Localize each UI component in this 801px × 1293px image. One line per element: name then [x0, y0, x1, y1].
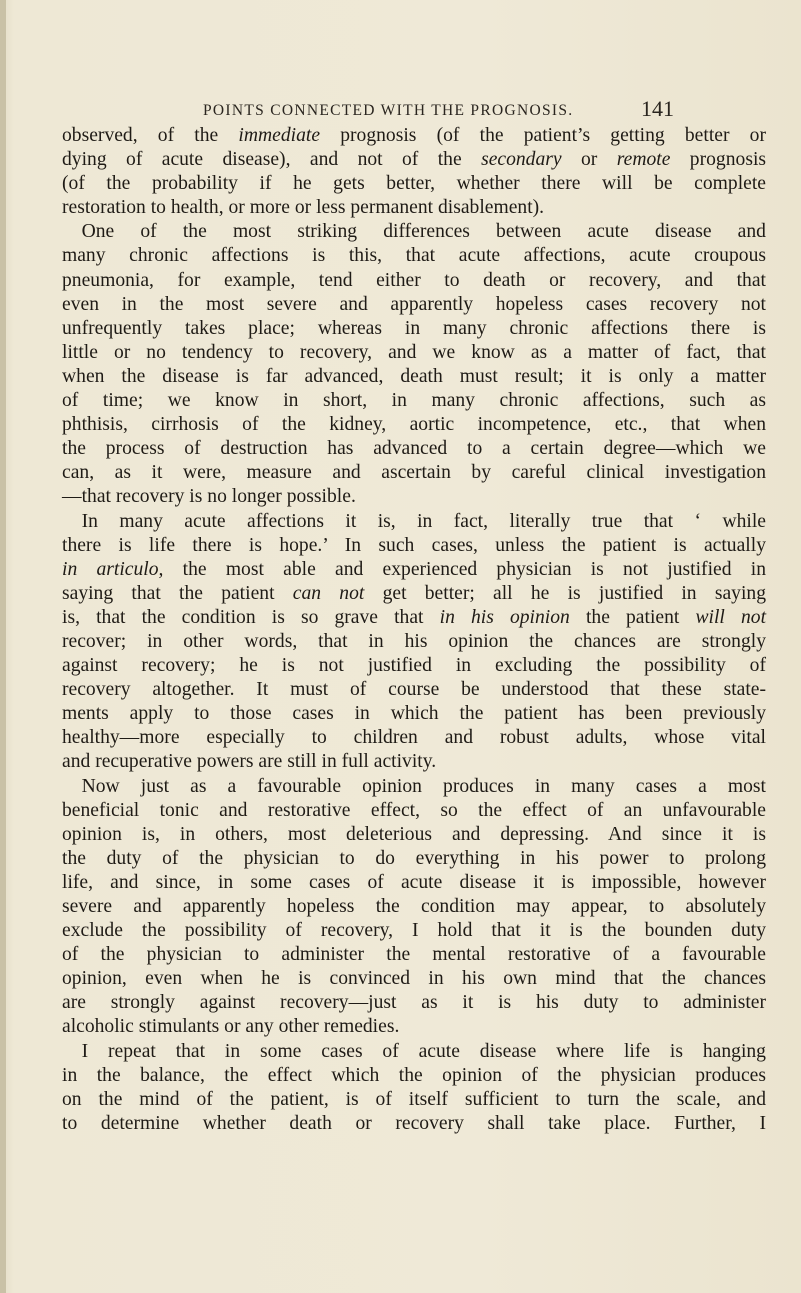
text-line	[62, 823, 766, 847]
italic-text: in articulo,	[62, 558, 164, 580]
text-segment: on the mind of the patient, is of itself sufficient to turn the scale, and	[62, 1088, 766, 1110]
text-segment: the process of destruction has advanced to a certain degree—which we	[62, 438, 766, 460]
text-segment: recover; in other words, that in his opinion the chances are strongly	[62, 630, 766, 652]
text-segment: unfrequently takes place; whereas in many chronic affections there is	[62, 317, 766, 339]
text-segment: ments apply to those cases in which the patient has been previously	[62, 703, 766, 725]
text-segment: and recuperative powers are still in full activity.	[62, 751, 437, 773]
text-line	[62, 582, 766, 606]
text-line	[62, 341, 766, 365]
text-segment: the duty of the physician to do everything in his power to prolong	[62, 847, 766, 869]
page-number: 141	[641, 96, 674, 121]
body-text	[62, 124, 766, 1136]
text-segment: One of the most striking differences between acute disease and	[81, 221, 766, 243]
text-line	[62, 534, 766, 558]
text-segment: pneumonia, for example, tend either to death or recovery, and that	[62, 269, 766, 291]
text-segment: when the disease is far advanced, death must result; it is only a matter	[62, 365, 766, 387]
text-line	[62, 172, 766, 196]
text-line	[62, 196, 766, 220]
text-segment: prognosis (of the patient’s getting better or	[320, 125, 766, 146]
italic-text: in his opinion	[439, 606, 570, 628]
italic-text: will not	[695, 606, 767, 628]
text-segment: In many acute affections it is, in fact, literally true that ‘ while	[81, 510, 766, 532]
text-segment: the most able and experienced physician is not justified in	[163, 558, 766, 580]
text-line	[62, 365, 766, 389]
text-segment: prognosis	[670, 149, 767, 171]
text-segment: alcoholic stimulants or any other remedies.	[62, 1016, 400, 1038]
page-spine-shadow	[0, 0, 6, 1293]
text-line	[62, 437, 766, 461]
text-line	[62, 775, 766, 799]
italic-text: immediate	[238, 125, 321, 146]
text-line	[62, 1040, 766, 1064]
text-line	[62, 847, 766, 871]
text-line	[62, 558, 766, 582]
text-segment: get better; all he is justified in saying	[364, 582, 767, 604]
text-segment: healthy—more especially to children and robust adults, whose vital	[62, 727, 766, 749]
text-line	[62, 461, 766, 485]
text-line	[62, 630, 766, 654]
text-line	[62, 413, 766, 437]
text-segment: are strongly against recovery—just as it is his duty to administer	[62, 992, 766, 1014]
text-segment: many chronic affections is this, that acute affections, acute croupous	[62, 245, 766, 267]
text-line	[62, 269, 766, 293]
running-head: POINTS CONNECTED WITH THE PROGNOSIS.	[203, 102, 574, 119]
text-line	[62, 726, 766, 750]
italic-text: can not	[292, 582, 365, 604]
text-line	[62, 967, 766, 991]
text-segment: dying of acute disease), and not of the	[62, 149, 482, 171]
text-line	[62, 702, 766, 726]
text-line	[62, 1112, 766, 1136]
text-segment: recovery altogether. It must of course be understood that these state-	[62, 679, 766, 701]
text-segment: opinion, even when he is convinced in his own mind that the chances	[62, 968, 766, 990]
text-line	[62, 244, 766, 268]
text-line	[62, 220, 766, 244]
text-line	[62, 293, 766, 317]
text-line	[62, 871, 766, 895]
italic-text: secondary	[481, 149, 562, 171]
text-line	[62, 510, 766, 534]
text-segment: to determine whether death or recovery shall take place. Further, I	[62, 1112, 766, 1134]
text-line	[62, 943, 766, 967]
text-segment: beneficial tonic and restorative effect, so the effect of an unfavourable	[62, 799, 766, 821]
text-line	[62, 1088, 766, 1112]
text-segment: I repeat that in some cases of acute disease where life is hanging	[81, 1040, 766, 1062]
text-line	[62, 317, 766, 341]
text-segment: even in the most severe and apparently hopeless cases recovery not	[62, 293, 766, 315]
text-segment: opinion is, in others, most deleterious and depressing. And since it is	[62, 823, 766, 845]
text-segment: is, that the condition is so grave that	[62, 606, 440, 628]
text-segment: life, and since, in some cases of acute disease it is impossible, however	[62, 871, 766, 893]
text-line	[62, 991, 766, 1015]
text-line	[62, 895, 766, 919]
page-header	[0, 96, 801, 122]
text-line	[62, 389, 766, 413]
text-segment: of time; we know in short, in many chronic affections, such as	[62, 390, 766, 412]
text-segment: or	[561, 149, 617, 171]
text-segment: exclude the possibility of recovery, I hold that it is the bounden duty	[62, 920, 766, 942]
text-segment: little or no tendency to recovery, and we know as a matter of fact, that	[62, 341, 766, 363]
text-line	[62, 485, 766, 509]
text-segment: the patient	[569, 606, 696, 628]
text-segment: —that recovery is no longer possible.	[62, 486, 356, 508]
text-line	[62, 606, 766, 630]
text-segment: against recovery; he is not justified in excluding the possibility of	[62, 655, 766, 677]
text-line	[62, 678, 766, 702]
text-segment: of the physician to administer the mental restorative of a favourable	[62, 944, 766, 966]
text-segment: can, as it were, measure and ascertain by careful clinical investigation	[62, 462, 766, 484]
text-segment: observed, of the	[62, 125, 239, 146]
text-segment: (of the probability if he gets better, whether there will be complete	[62, 173, 766, 195]
text-line	[62, 799, 766, 823]
text-segment: restoration to health, or more or less permanent disablement).	[62, 197, 545, 219]
text-line	[62, 148, 766, 172]
text-segment: saying that the patient	[62, 582, 293, 604]
italic-text: remote	[616, 149, 671, 171]
text-line	[62, 1064, 766, 1088]
text-segment: phthisis, cirrhosis of the kidney, aortic incompetence, etc., that when	[62, 414, 766, 436]
text-segment: Now just as a favourable opinion produces in many cases a most	[81, 775, 766, 797]
text-line	[62, 919, 766, 943]
text-line	[62, 750, 766, 774]
text-line	[62, 124, 766, 148]
text-line	[62, 1015, 766, 1039]
text-segment: severe and apparently hopeless the condition may appear, to absolutely	[62, 896, 766, 917]
text-line	[62, 654, 766, 678]
text-segment: there is life there is hope.’ In such cases, unless the patient is actually	[62, 534, 766, 556]
text-segment: in the balance, the effect which the opinion of the physician produces	[62, 1064, 766, 1086]
